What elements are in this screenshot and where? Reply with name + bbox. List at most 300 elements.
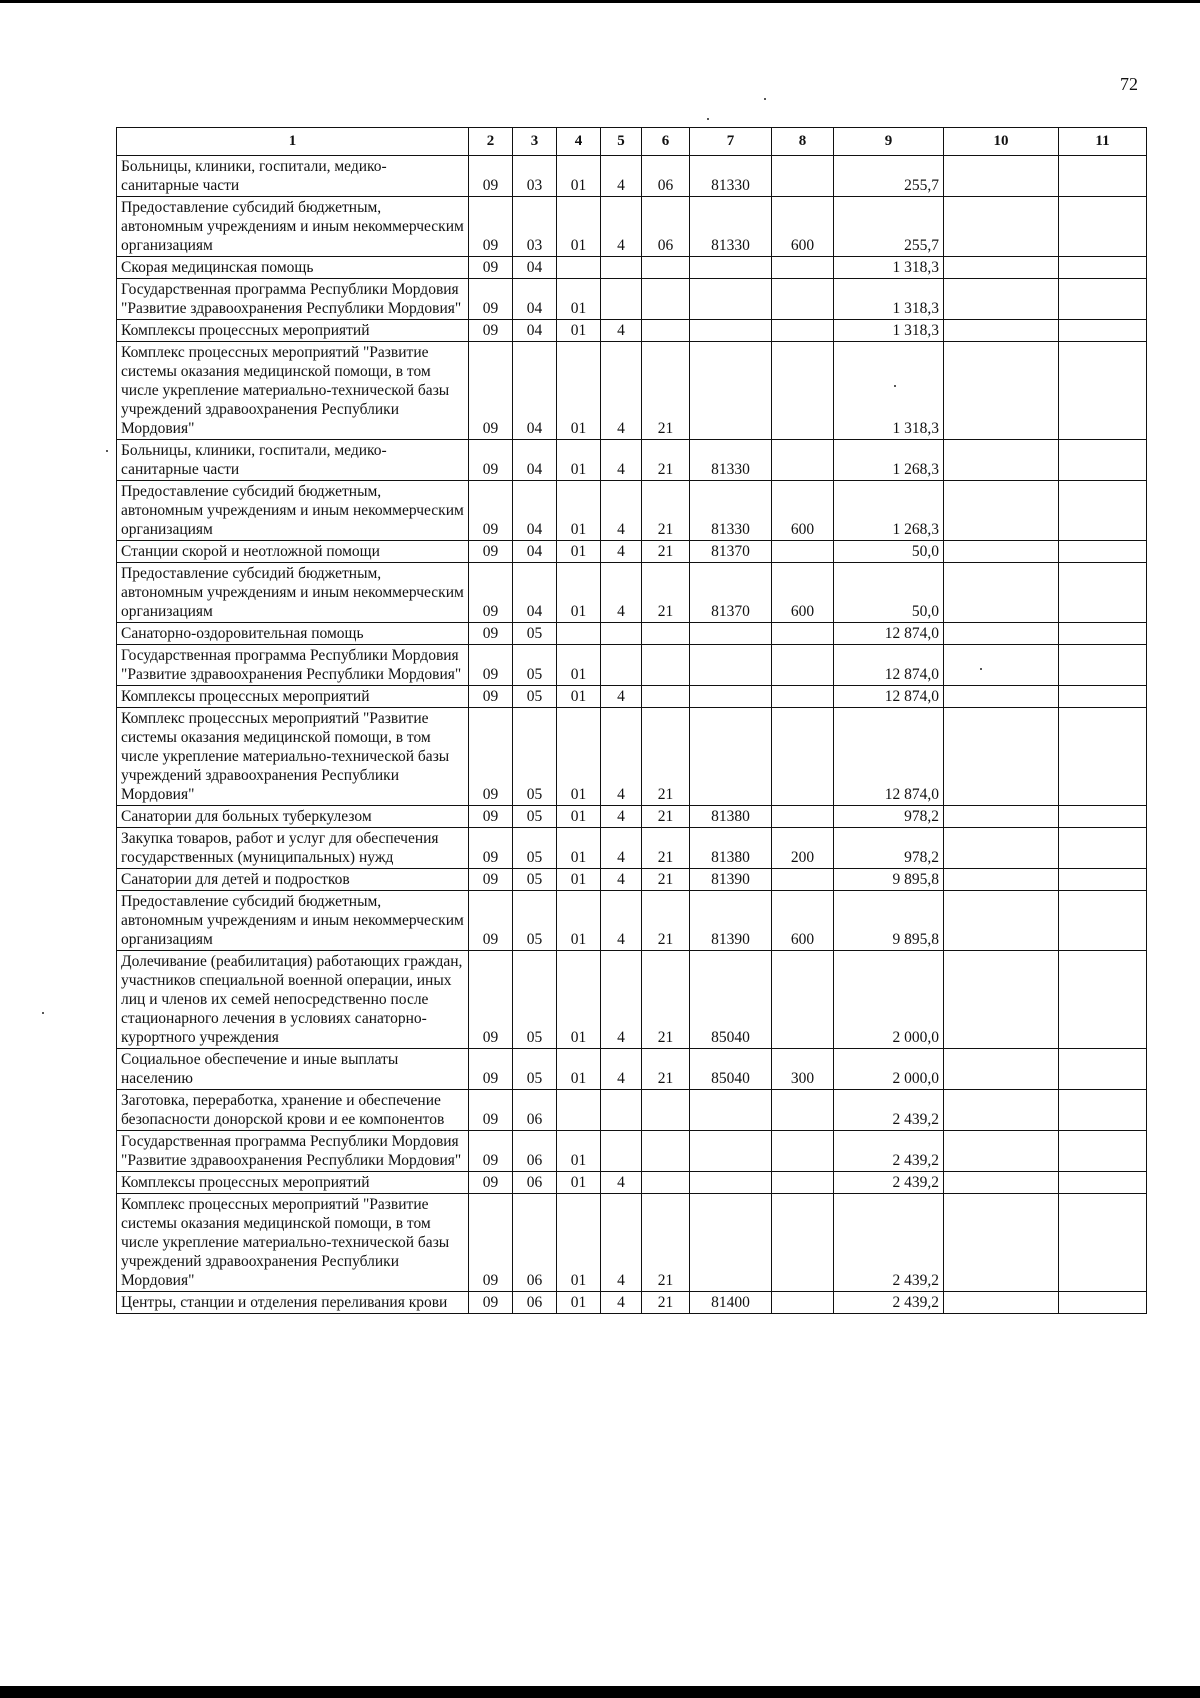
cell-col-10 <box>944 623 1059 645</box>
cell-col-11 <box>1059 541 1147 563</box>
cell-code-section: 09 <box>469 623 513 645</box>
cell-amount: 2 439,2 <box>834 1292 944 1314</box>
cell-code-program: 01 <box>557 1172 601 1194</box>
cell-code-program: 01 <box>557 481 601 541</box>
cell-name: Государственная программа Республики Мордовия "Развитие здравоохранения Республики Мордовия" <box>117 645 469 686</box>
cell-col-11 <box>1059 481 1147 541</box>
cell-col-11 <box>1059 1292 1147 1314</box>
cell-col-11 <box>1059 686 1147 708</box>
cell-code-program-type: 4 <box>601 686 642 708</box>
cell-name: Санатории для детей и подростков <box>117 869 469 891</box>
cell-col-10 <box>944 686 1059 708</box>
cell-code-subsection: 05 <box>513 828 557 869</box>
cell-code-expense-type: 600 <box>772 891 834 951</box>
cell-code-direction <box>690 1172 772 1194</box>
cell-code-subsection: 06 <box>513 1292 557 1314</box>
cell-code-subsection: 05 <box>513 891 557 951</box>
cell-code-expense-type <box>772 645 834 686</box>
cell-code-subsection: 05 <box>513 623 557 645</box>
cell-code-direction <box>690 1194 772 1292</box>
cell-code-program-type: 4 <box>601 828 642 869</box>
cell-amount: 1 318,3 <box>834 257 944 279</box>
cell-col-11 <box>1059 320 1147 342</box>
cell-code-program: 01 <box>557 686 601 708</box>
cell-code-direction: 81330 <box>690 481 772 541</box>
cell-code-direction: 81380 <box>690 828 772 869</box>
cell-name: Предоставление субсидий бюджетным, автономным учреждениям и иным некоммерческим организациям <box>117 563 469 623</box>
cell-code-complex <box>642 645 690 686</box>
cell-code-expense-type: 600 <box>772 563 834 623</box>
cell-col-11 <box>1059 1049 1147 1090</box>
cell-col-10 <box>944 1049 1059 1090</box>
table-row <box>117 342 1147 440</box>
cell-col-10 <box>944 440 1059 481</box>
cell-name: Станции скорой и неотложной помощи <box>117 541 469 563</box>
cell-code-complex: 21 <box>642 440 690 481</box>
cell-code-expense-type <box>772 708 834 806</box>
table-row <box>117 806 1147 828</box>
cell-col-11 <box>1059 279 1147 320</box>
cell-col-10 <box>944 156 1059 197</box>
cell-code-program: 01 <box>557 806 601 828</box>
cell-code-subsection: 04 <box>513 541 557 563</box>
table-row <box>117 257 1147 279</box>
cell-code-direction <box>690 686 772 708</box>
cell-code-subsection: 04 <box>513 342 557 440</box>
cell-code-expense-type: 600 <box>772 197 834 257</box>
cell-col-10 <box>944 891 1059 951</box>
cell-col-10 <box>944 806 1059 828</box>
table-row <box>117 686 1147 708</box>
cell-code-program: 01 <box>557 197 601 257</box>
cell-code-complex <box>642 320 690 342</box>
cell-code-complex <box>642 686 690 708</box>
cell-name: Государственная программа Республики Мордовия "Развитие здравоохранения Республики Мордовия" <box>117 279 469 320</box>
cell-code-subsection: 05 <box>513 645 557 686</box>
cell-col-10 <box>944 708 1059 806</box>
cell-amount: 12 874,0 <box>834 645 944 686</box>
cell-code-program: 01 <box>557 951 601 1049</box>
cell-code-subsection: 04 <box>513 440 557 481</box>
cell-name: Комплекс процессных мероприятий "Развитие системы оказания медицинской помощи, в том числе укрепление материально-технической базы учреждений здравоохранения Республики Мордовия" <box>117 342 469 440</box>
cell-name: Центры, станции и отделения переливания крови <box>117 1292 469 1314</box>
cell-code-complex <box>642 1131 690 1172</box>
cell-code-complex <box>642 1172 690 1194</box>
cell-code-complex: 21 <box>642 828 690 869</box>
cell-code-subsection: 05 <box>513 686 557 708</box>
cell-code-program: 01 <box>557 1194 601 1292</box>
cell-col-11 <box>1059 156 1147 197</box>
cell-code-complex: 21 <box>642 481 690 541</box>
cell-code-subsection: 04 <box>513 481 557 541</box>
cell-col-10 <box>944 279 1059 320</box>
budget-table <box>116 127 1147 1314</box>
cell-code-program-type: 4 <box>601 1172 642 1194</box>
cell-code-direction <box>690 279 772 320</box>
cell-code-subsection: 05 <box>513 1049 557 1090</box>
cell-code-program-type <box>601 623 642 645</box>
column-header: 4 <box>557 128 601 156</box>
cell-code-program <box>557 257 601 279</box>
cell-amount: 978,2 <box>834 828 944 869</box>
cell-name: Государственная программа Республики Мордовия "Развитие здравоохранения Республики Мордовия" <box>117 1131 469 1172</box>
table-row <box>117 645 1147 686</box>
cell-code-subsection: 03 <box>513 156 557 197</box>
cell-code-program: 01 <box>557 708 601 806</box>
cell-code-subsection: 04 <box>513 257 557 279</box>
cell-col-10 <box>944 1194 1059 1292</box>
cell-code-program-type: 4 <box>601 951 642 1049</box>
cell-code-program: 01 <box>557 541 601 563</box>
table-row <box>117 320 1147 342</box>
cell-code-section: 09 <box>469 156 513 197</box>
cell-name: Комплексы процессных мероприятий <box>117 1172 469 1194</box>
cell-code-expense-type <box>772 156 834 197</box>
cell-col-10 <box>944 1090 1059 1131</box>
cell-code-expense-type <box>772 440 834 481</box>
cell-code-section: 09 <box>469 1292 513 1314</box>
cell-code-direction <box>690 1090 772 1131</box>
cell-col-11 <box>1059 440 1147 481</box>
cell-code-section: 09 <box>469 1049 513 1090</box>
cell-col-11 <box>1059 563 1147 623</box>
cell-code-expense-type <box>772 1090 834 1131</box>
cell-code-complex: 21 <box>642 541 690 563</box>
page-number: 72 <box>1120 74 1138 94</box>
column-header: 10 <box>944 128 1059 156</box>
cell-amount: 12 874,0 <box>834 686 944 708</box>
cell-code-program-type: 4 <box>601 806 642 828</box>
cell-amount: 12 874,0 <box>834 623 944 645</box>
cell-name: Предоставление субсидий бюджетным, автономным учреждениям и иным некоммерческим организациям <box>117 891 469 951</box>
cell-code-section: 09 <box>469 541 513 563</box>
cell-code-complex: 21 <box>642 708 690 806</box>
cell-code-subsection: 04 <box>513 320 557 342</box>
cell-code-direction: 81330 <box>690 440 772 481</box>
cell-code-section: 09 <box>469 806 513 828</box>
cell-name: Заготовка, переработка, хранение и обеспечение безопасности донорской крови и ее компонентов <box>117 1090 469 1131</box>
cell-code-section: 09 <box>469 891 513 951</box>
cell-code-section: 09 <box>469 279 513 320</box>
table-row <box>117 440 1147 481</box>
cell-code-program <box>557 1090 601 1131</box>
cell-code-subsection: 05 <box>513 869 557 891</box>
cell-col-10 <box>944 257 1059 279</box>
table-row <box>117 1292 1147 1314</box>
cell-code-expense-type <box>772 279 834 320</box>
cell-code-program-type: 4 <box>601 156 642 197</box>
cell-code-section: 09 <box>469 686 513 708</box>
cell-code-program-type <box>601 645 642 686</box>
cell-col-10 <box>944 869 1059 891</box>
cell-code-program-type: 4 <box>601 563 642 623</box>
cell-code-section: 09 <box>469 645 513 686</box>
cell-code-section: 09 <box>469 481 513 541</box>
cell-col-11 <box>1059 806 1147 828</box>
cell-amount: 978,2 <box>834 806 944 828</box>
column-header: 9 <box>834 128 944 156</box>
column-header: 5 <box>601 128 642 156</box>
cell-amount: 9 895,8 <box>834 891 944 951</box>
cell-amount: 255,7 <box>834 156 944 197</box>
cell-code-complex <box>642 279 690 320</box>
cell-code-direction <box>690 623 772 645</box>
table-row <box>117 279 1147 320</box>
cell-code-direction <box>690 320 772 342</box>
cell-code-expense-type <box>772 806 834 828</box>
cell-code-program-type: 4 <box>601 891 642 951</box>
cell-code-direction: 81370 <box>690 563 772 623</box>
cell-code-direction: 85040 <box>690 1049 772 1090</box>
cell-code-expense-type: 300 <box>772 1049 834 1090</box>
cell-code-program: 01 <box>557 342 601 440</box>
cell-code-expense-type <box>772 342 834 440</box>
cell-code-program: 01 <box>557 563 601 623</box>
cell-col-11 <box>1059 645 1147 686</box>
cell-code-program: 01 <box>557 279 601 320</box>
cell-code-program-type <box>601 279 642 320</box>
cell-col-11 <box>1059 1090 1147 1131</box>
cell-code-program-type: 4 <box>601 342 642 440</box>
cell-col-10 <box>944 951 1059 1049</box>
cell-col-11 <box>1059 1172 1147 1194</box>
table-row <box>117 1172 1147 1194</box>
table-row <box>117 481 1147 541</box>
cell-code-expense-type <box>772 257 834 279</box>
cell-col-10 <box>944 197 1059 257</box>
cell-col-11 <box>1059 197 1147 257</box>
cell-code-section: 09 <box>469 320 513 342</box>
table-row <box>117 1194 1147 1292</box>
cell-code-subsection: 04 <box>513 279 557 320</box>
cell-col-10 <box>944 541 1059 563</box>
table-row <box>117 869 1147 891</box>
scan-edge-top <box>0 0 1200 3</box>
table-row <box>117 197 1147 257</box>
cell-code-direction: 81390 <box>690 869 772 891</box>
cell-code-program-type: 4 <box>601 320 642 342</box>
cell-code-complex <box>642 1090 690 1131</box>
cell-amount: 50,0 <box>834 563 944 623</box>
column-header: 8 <box>772 128 834 156</box>
cell-code-subsection: 06 <box>513 1194 557 1292</box>
column-header: 1 <box>117 128 469 156</box>
cell-code-subsection: 06 <box>513 1090 557 1131</box>
scan-edge-bottom <box>0 1686 1200 1698</box>
cell-amount: 1 268,3 <box>834 481 944 541</box>
cell-col-10 <box>944 1292 1059 1314</box>
cell-code-program-type: 4 <box>601 481 642 541</box>
cell-code-subsection: 06 <box>513 1131 557 1172</box>
cell-name: Закупка товаров, работ и услуг для обеспечения государственных (муниципальных) нужд <box>117 828 469 869</box>
table-row <box>117 828 1147 869</box>
cell-amount: 12 874,0 <box>834 708 944 806</box>
cell-col-10 <box>944 645 1059 686</box>
table-row <box>117 891 1147 951</box>
cell-code-complex: 21 <box>642 563 690 623</box>
cell-code-section: 09 <box>469 342 513 440</box>
cell-code-subsection: 05 <box>513 708 557 806</box>
cell-code-expense-type <box>772 1172 834 1194</box>
cell-col-11 <box>1059 342 1147 440</box>
cell-code-section: 09 <box>469 951 513 1049</box>
cell-code-complex: 21 <box>642 1049 690 1090</box>
cell-code-subsection: 05 <box>513 806 557 828</box>
cell-amount: 50,0 <box>834 541 944 563</box>
table-row <box>117 951 1147 1049</box>
cell-code-direction <box>690 645 772 686</box>
cell-code-complex <box>642 623 690 645</box>
cell-name: Санатории для больных туберкулезом <box>117 806 469 828</box>
cell-code-subsection: 04 <box>513 563 557 623</box>
cell-col-10 <box>944 563 1059 623</box>
cell-code-section: 09 <box>469 440 513 481</box>
cell-code-expense-type <box>772 951 834 1049</box>
cell-code-direction: 81390 <box>690 891 772 951</box>
cell-code-section: 09 <box>469 708 513 806</box>
cell-code-expense-type: 600 <box>772 481 834 541</box>
cell-code-expense-type <box>772 869 834 891</box>
cell-amount: 2 000,0 <box>834 1049 944 1090</box>
cell-code-program-type: 4 <box>601 708 642 806</box>
cell-name: Комплекс процессных мероприятий "Развитие системы оказания медицинской помощи, в том числе укрепление материально-технической базы учреждений здравоохранения Республики Мордовия" <box>117 708 469 806</box>
cell-code-program-type: 4 <box>601 541 642 563</box>
cell-col-11 <box>1059 951 1147 1049</box>
cell-code-subsection: 03 <box>513 197 557 257</box>
table-row <box>117 1090 1147 1131</box>
cell-col-10 <box>944 828 1059 869</box>
cell-code-complex <box>642 257 690 279</box>
cell-code-program: 01 <box>557 156 601 197</box>
cell-amount: 2 000,0 <box>834 951 944 1049</box>
column-header: 11 <box>1059 128 1147 156</box>
scan-speck <box>106 450 108 452</box>
table-row <box>117 708 1147 806</box>
cell-amount: 1 318,3 <box>834 279 944 320</box>
cell-code-expense-type <box>772 541 834 563</box>
cell-code-program: 01 <box>557 891 601 951</box>
cell-col-11 <box>1059 828 1147 869</box>
cell-code-expense-type: 200 <box>772 828 834 869</box>
cell-code-direction: 81380 <box>690 806 772 828</box>
cell-code-direction <box>690 1131 772 1172</box>
cell-amount: 255,7 <box>834 197 944 257</box>
cell-code-section: 09 <box>469 1131 513 1172</box>
cell-code-complex: 21 <box>642 951 690 1049</box>
cell-code-program: 01 <box>557 869 601 891</box>
cell-col-11 <box>1059 869 1147 891</box>
cell-code-program-type: 4 <box>601 440 642 481</box>
cell-amount: 1 318,3 <box>834 342 944 440</box>
cell-name: Скорая медицинская помощь <box>117 257 469 279</box>
cell-code-section: 09 <box>469 257 513 279</box>
cell-code-program <box>557 623 601 645</box>
cell-name: Предоставление субсидий бюджетным, автономным учреждениям и иным некоммерческим организациям <box>117 481 469 541</box>
cell-col-10 <box>944 1172 1059 1194</box>
cell-code-direction <box>690 342 772 440</box>
cell-code-subsection: 06 <box>513 1172 557 1194</box>
cell-code-section: 09 <box>469 1172 513 1194</box>
table-row <box>117 623 1147 645</box>
table-row <box>117 156 1147 197</box>
cell-code-direction: 81400 <box>690 1292 772 1314</box>
cell-name: Больницы, клиники, госпитали, медико-санитарные части <box>117 440 469 481</box>
cell-code-section: 09 <box>469 197 513 257</box>
cell-code-program-type: 4 <box>601 869 642 891</box>
cell-name: Комплекс процессных мероприятий "Развитие системы оказания медицинской помощи, в том числе укрепление материально-технической базы учреждений здравоохранения Республики Мордовия" <box>117 1194 469 1292</box>
column-header: 3 <box>513 128 557 156</box>
cell-code-direction: 81370 <box>690 541 772 563</box>
cell-code-program-type <box>601 1131 642 1172</box>
cell-col-10 <box>944 481 1059 541</box>
cell-code-expense-type <box>772 623 834 645</box>
cell-code-expense-type <box>772 1292 834 1314</box>
cell-code-program: 01 <box>557 1292 601 1314</box>
cell-code-section: 09 <box>469 563 513 623</box>
cell-name: Долечивание (реабилитация) работающих граждан, участников специальной военной операции, иных лиц и членов их семей непосредственно после стационарного лечения в условиях санаторно-курортного учреждения <box>117 951 469 1049</box>
cell-col-11 <box>1059 891 1147 951</box>
column-header: 7 <box>690 128 772 156</box>
cell-code-direction <box>690 708 772 806</box>
cell-amount: 9 895,8 <box>834 869 944 891</box>
cell-code-expense-type <box>772 1194 834 1292</box>
cell-code-program-type: 4 <box>601 1194 642 1292</box>
table-header-row <box>117 128 1147 156</box>
cell-code-complex: 21 <box>642 1194 690 1292</box>
cell-code-complex: 21 <box>642 869 690 891</box>
cell-code-program: 01 <box>557 645 601 686</box>
cell-amount: 2 439,2 <box>834 1172 944 1194</box>
table-row <box>117 1049 1147 1090</box>
cell-code-section: 09 <box>469 1090 513 1131</box>
cell-code-section: 09 <box>469 869 513 891</box>
cell-code-expense-type <box>772 1131 834 1172</box>
cell-code-direction <box>690 257 772 279</box>
cell-code-direction: 81330 <box>690 156 772 197</box>
cell-code-complex: 06 <box>642 156 690 197</box>
cell-code-program-type: 4 <box>601 197 642 257</box>
cell-code-complex: 21 <box>642 891 690 951</box>
cell-amount: 2 439,2 <box>834 1131 944 1172</box>
cell-code-program-type: 4 <box>601 1049 642 1090</box>
cell-code-complex: 21 <box>642 806 690 828</box>
cell-code-program: 01 <box>557 828 601 869</box>
cell-name: Санаторно-оздоровительная помощь <box>117 623 469 645</box>
cell-amount: 1 268,3 <box>834 440 944 481</box>
cell-name: Комплексы процессных мероприятий <box>117 686 469 708</box>
cell-amount: 1 318,3 <box>834 320 944 342</box>
cell-code-complex: 06 <box>642 197 690 257</box>
table-row <box>117 541 1147 563</box>
scan-speck <box>707 118 709 120</box>
table-body <box>117 156 1147 1314</box>
scan-speck <box>42 1012 44 1014</box>
cell-code-program: 01 <box>557 1131 601 1172</box>
cell-amount: 2 439,2 <box>834 1090 944 1131</box>
column-header: 2 <box>469 128 513 156</box>
cell-code-direction: 85040 <box>690 951 772 1049</box>
cell-name: Больницы, клиники, госпитали, медико-санитарные части <box>117 156 469 197</box>
cell-col-10 <box>944 1131 1059 1172</box>
cell-code-program-type <box>601 257 642 279</box>
cell-code-program-type: 4 <box>601 1292 642 1314</box>
scan-speck <box>764 98 766 100</box>
table-row <box>117 563 1147 623</box>
cell-col-11 <box>1059 1194 1147 1292</box>
cell-code-subsection: 05 <box>513 951 557 1049</box>
cell-code-section: 09 <box>469 828 513 869</box>
cell-code-expense-type <box>772 686 834 708</box>
